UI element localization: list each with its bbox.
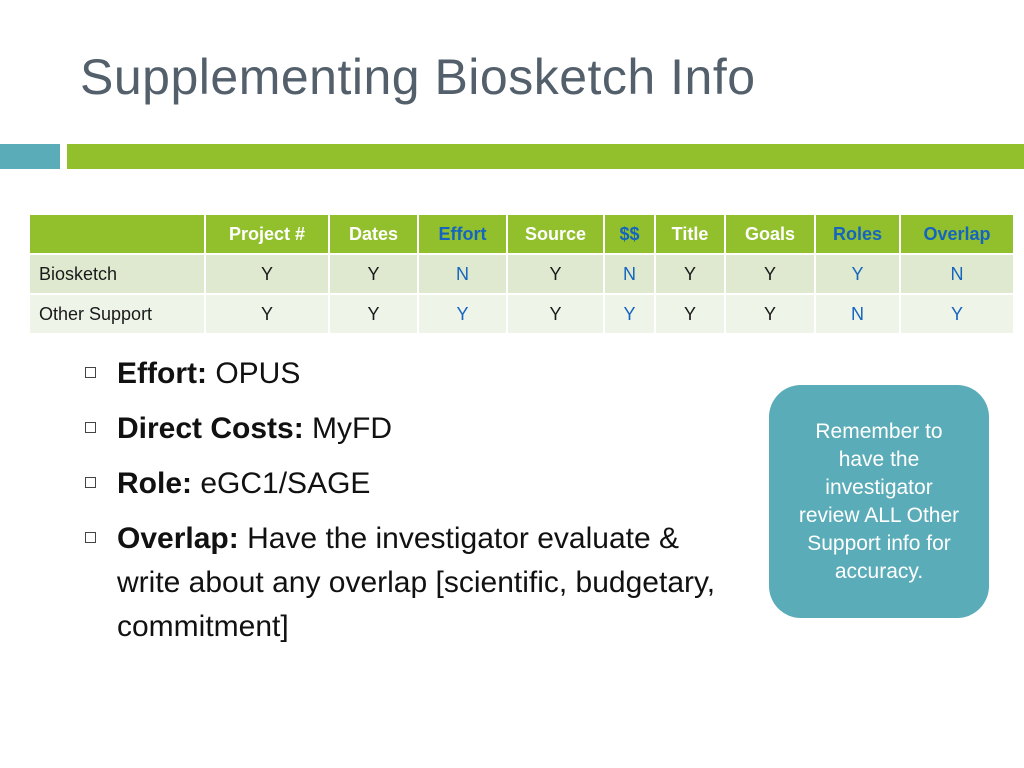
bullet-separator: :: [196, 357, 207, 390]
slide-title: Supplementing Biosketch Info: [80, 49, 756, 105]
table-cell: Y: [655, 254, 725, 294]
square-bullet-icon: [85, 532, 96, 543]
table-cell: Y: [900, 294, 1014, 334]
bullet-separator: :: [182, 467, 193, 500]
bullet-text: MyFD: [303, 412, 393, 445]
list-item: [84, 407, 724, 451]
header-cell-dollars: $$: [604, 214, 655, 254]
bullet-term: Role: [117, 467, 183, 500]
table-cell: Y: [205, 294, 329, 334]
bullet-text: eGC1/SAGE: [192, 467, 371, 500]
table-row: [29, 254, 1014, 294]
accent-bar-green: [67, 144, 1024, 169]
table-cell: N: [418, 254, 507, 294]
square-bullet-icon: [85, 477, 96, 488]
table-cell: Y: [725, 254, 815, 294]
header-cell-empty: [29, 214, 205, 254]
header-cell-title: Title: [655, 214, 725, 254]
table-header-row: [29, 214, 1014, 254]
header-cell-overlap: Overlap: [900, 214, 1014, 254]
table-cell: N: [815, 294, 900, 334]
comparison-table: [28, 213, 1015, 335]
table-cell: Y: [507, 254, 604, 294]
callout-text: Remember to have the investigator review ALL Other Support info for accuracy.: [798, 419, 960, 583]
bullet-separator: :: [228, 522, 239, 555]
bullet-text: Have the investigator evaluate & write about any overlap [scientific, budgetary, commitment]: [117, 522, 716, 643]
bullet-list: [84, 352, 724, 660]
table-cell: Y: [725, 294, 815, 334]
bullet-text: OPUS: [206, 357, 301, 390]
table-cell: Y: [329, 294, 418, 334]
table-cell: N: [604, 254, 655, 294]
reminder-callout: [769, 385, 989, 618]
bullet-term: Effort: [117, 357, 197, 390]
header-cell-effort: Effort: [418, 214, 507, 254]
table-cell: Y: [205, 254, 329, 294]
list-item: [84, 352, 724, 396]
header-cell-dates: Dates: [329, 214, 418, 254]
table-cell: Y: [418, 294, 507, 334]
row-label-other-support: Other Support: [29, 294, 205, 334]
header-cell-roles: Roles: [815, 214, 900, 254]
accent-bar-teal: [0, 144, 60, 169]
square-bullet-icon: [85, 422, 96, 433]
row-label-biosketch: Biosketch: [29, 254, 205, 294]
list-item: [84, 462, 724, 506]
table-cell: Y: [604, 294, 655, 334]
table-cell: N: [900, 254, 1014, 294]
square-bullet-icon: [85, 367, 96, 378]
list-item: [84, 517, 724, 649]
table-cell: Y: [507, 294, 604, 334]
header-cell-goals: Goals: [725, 214, 815, 254]
table-cell: Y: [655, 294, 725, 334]
bullet-term: Direct Costs: [117, 412, 294, 445]
bullet-term: Overlap: [117, 522, 229, 555]
table-row: [29, 294, 1014, 334]
header-cell-project: Project #: [205, 214, 329, 254]
table-cell: Y: [815, 254, 900, 294]
table-cell: Y: [329, 254, 418, 294]
bullet-separator: :: [293, 412, 304, 445]
header-cell-source: Source: [507, 214, 604, 254]
